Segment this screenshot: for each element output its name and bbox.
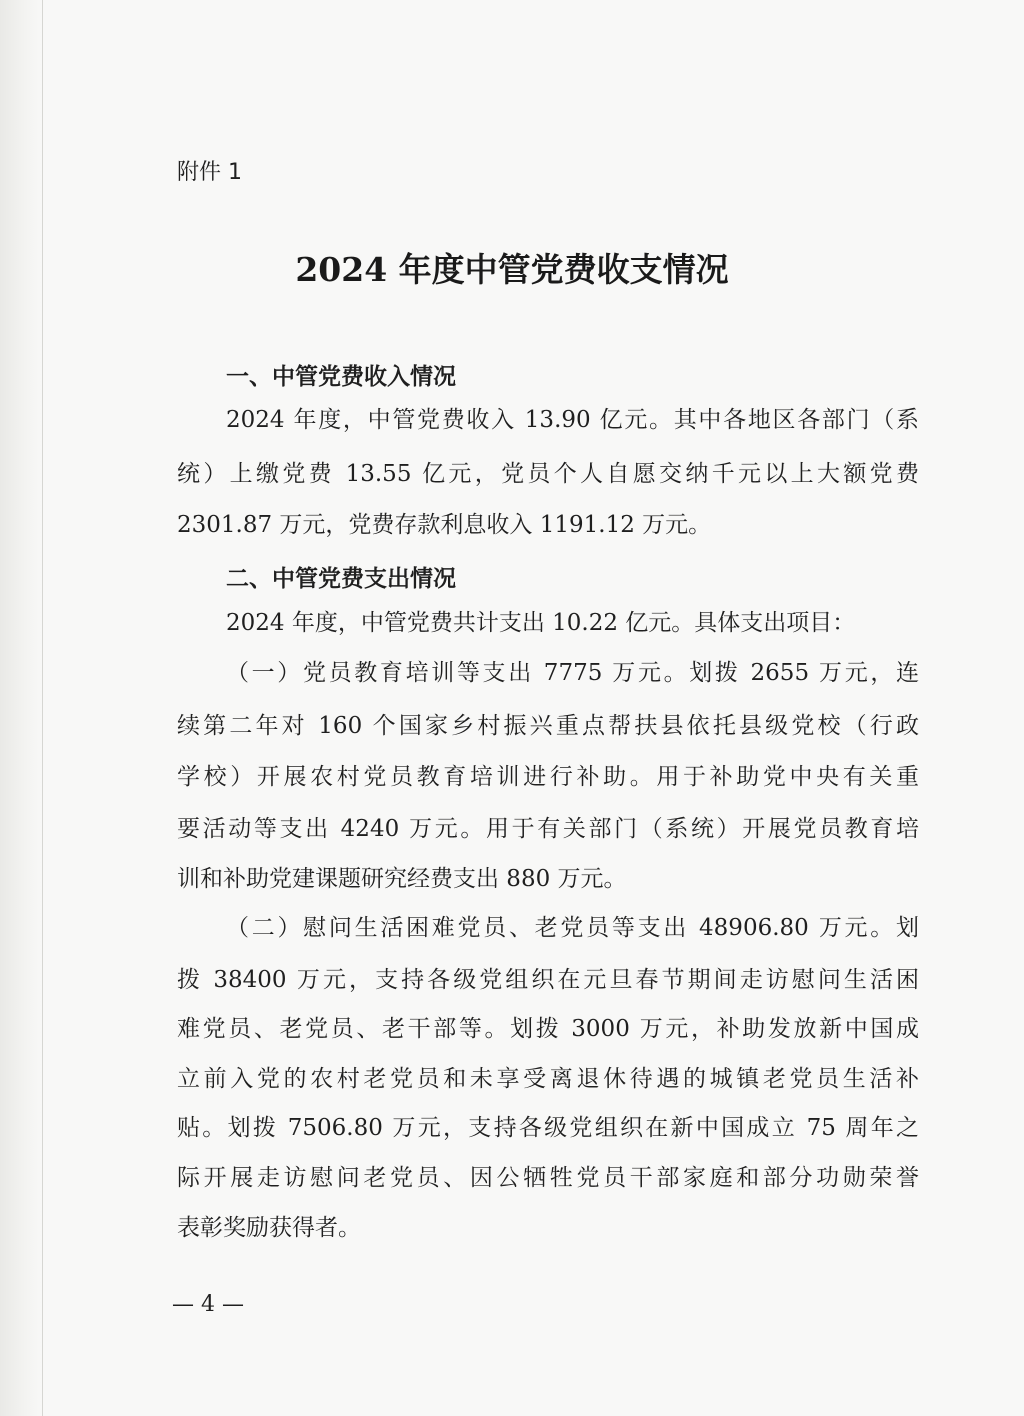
income-heading: 一、中管党费收入情况 [226, 364, 456, 390]
document-title: 2024 年度中管党费收支情况 [295, 250, 729, 289]
page-number: — 4 — [172, 1292, 244, 1317]
paragraph-line: 训和补助党建课题研究经费支出 880 万元。 [177, 866, 627, 892]
paragraph-line: 贴。划拨 7506.80 万元，支持各级党组织在新中国成立 75 周年之 [177, 1115, 919, 1141]
expense-heading: 二、中管党费支出情况 [226, 566, 456, 592]
paragraph-line: 统）上缴党费 13.55 亿元，党员个人自愿交纳千元以上大额党费 [177, 461, 919, 487]
paragraph-line: （二）慰问生活困难党员、老党员等支出 48906.80 万元。划 [226, 915, 919, 941]
paragraph-line: 立前入党的农村老党员和未享受离退休待遇的城镇老党员生活补 [177, 1066, 919, 1092]
attachment-label: 附件 1 [177, 160, 242, 185]
paragraph-line: 2024 年度，中管党费共计支出 10.22 亿元。具体支出项目： [226, 610, 856, 636]
paragraph-line: 2301.87 万元，党费存款利息收入 1191.12 万元。 [177, 512, 712, 538]
paragraph-line: 续第二年对 160 个国家乡村振兴重点帮扶县依托县级党校（行政 [177, 713, 919, 739]
paragraph-line: 际开展走访慰问老党员、因公牺牲党员干部家庭和部分功勋荣誉 [177, 1165, 919, 1191]
scan-edge-shade [0, 0, 42, 1416]
paragraph-line: （一）党员教育培训等支出 7775 万元。划拨 2655 万元，连 [226, 660, 919, 686]
paragraph-line: 学校）开展农村党员教育培训进行补助。用于补助党中央有关重 [177, 764, 919, 790]
paragraph-line: 要活动等支出 4240 万元。用于有关部门（系统）开展党员教育培 [177, 816, 919, 842]
paragraph-line: 2024 年度，中管党费收入 13.90 亿元。其中各地区各部门（系 [226, 407, 919, 433]
paragraph-line: 难党员、老党员、老干部等。划拨 3000 万元，补助发放新中国成 [177, 1016, 919, 1042]
paragraph-line: 拨 38400 万元，支持各级党组织在元旦春节期间走访慰问生活困 [177, 967, 919, 993]
paragraph-line: 表彰奖励获得者。 [177, 1215, 361, 1241]
binding-fold-line [42, 0, 43, 1416]
